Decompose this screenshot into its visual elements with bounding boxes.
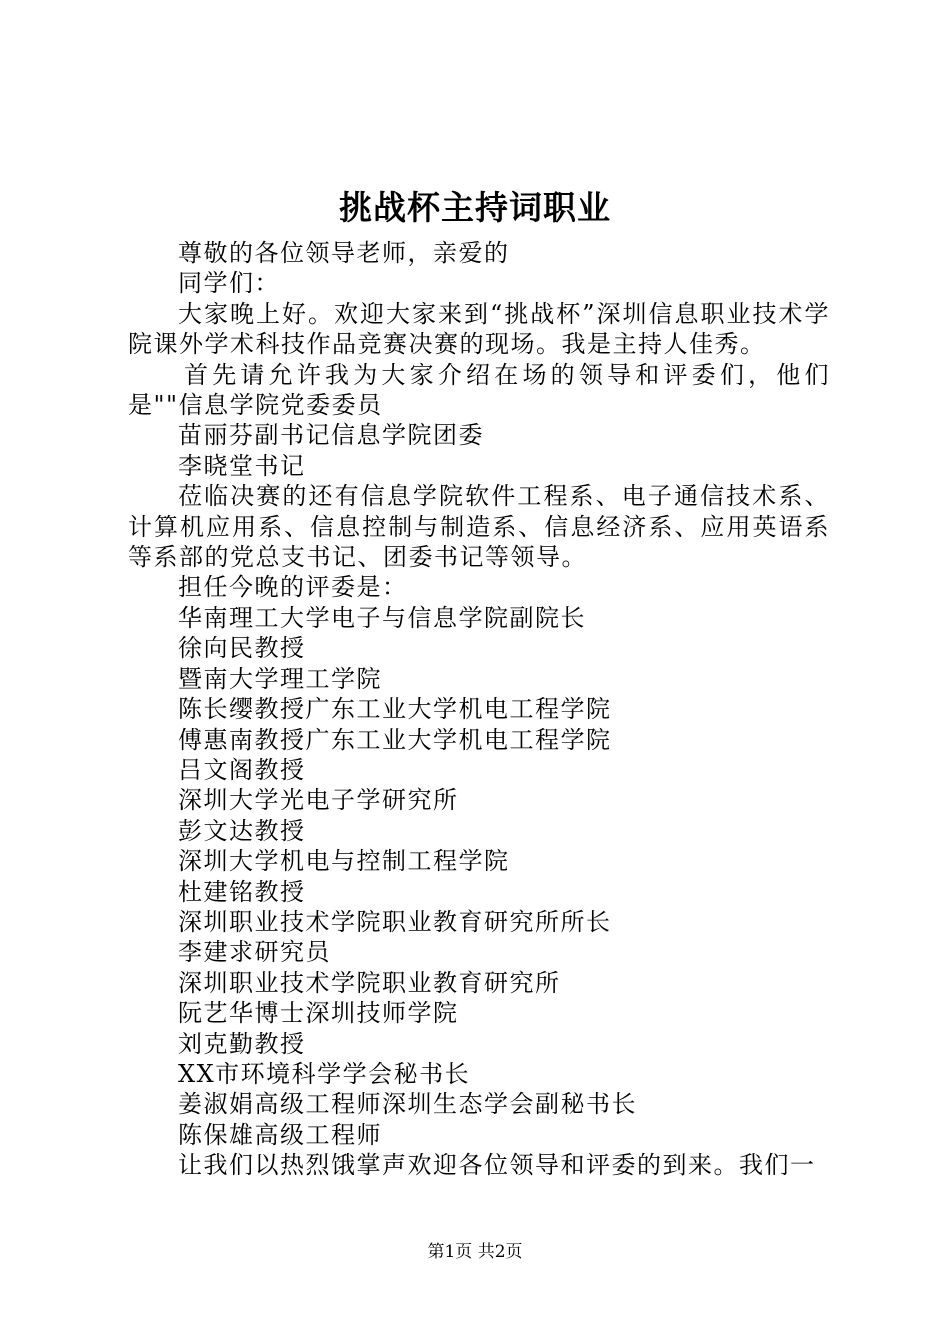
paragraph: 深圳大学光电子学研究所	[178, 786, 459, 815]
paragraph: 吕文阁教授	[178, 755, 306, 784]
paragraph: 莅临决赛的还有信息学院软件工程系、电子通信技术系、计算机应用系、信息控制与制造系、信息经济系、应用英语系等系部的党总支书记、团委书记等领导。	[128, 482, 830, 572]
paragraph: 傅惠南教授广东工业大学机电工程学院	[178, 725, 612, 754]
paragraph: 同学们：	[178, 269, 280, 298]
document-title: 挑战杯主持词职业	[339, 188, 611, 227]
paragraph: 陈保雄高级工程师	[178, 1120, 382, 1149]
paragraph: 尊敬的各位领导老师，亲爱的	[178, 239, 510, 267]
paragraph: 杜建铭教授	[178, 877, 306, 906]
paragraph: 李晓堂书记	[178, 451, 306, 480]
page-footer: 第1页 共2页	[427, 1242, 523, 1262]
paragraph: 华南理工大学电子与信息学院副院长	[178, 603, 586, 632]
paragraph: 深圳职业技术学院职业教育研究所所长	[178, 907, 612, 936]
paragraph: 暨南大学理工学院	[178, 664, 382, 693]
paragraph: 深圳职业技术学院职业教育研究所	[178, 968, 561, 997]
paragraph: 姜淑娟高级工程师深圳生态学会副秘书长	[178, 1090, 637, 1119]
paragraph: 阮艺华博士深圳技师学院	[178, 999, 459, 1028]
paragraph: 刘克勤教授	[178, 1029, 306, 1058]
paragraph: 苗丽芬副书记信息学院团委	[178, 421, 484, 450]
document-body	[128, 238, 830, 1181]
paragraph: 担任今晚的评委是：	[178, 573, 408, 602]
paragraph: XX市环境科学学会秘书长	[178, 1059, 471, 1088]
paragraph: 彭文达教授	[178, 816, 306, 845]
paragraph: 深圳大学机电与控制工程学院	[178, 847, 510, 876]
paragraph: 首先请允许我为大家介绍在场的领导和评委们，他们是""信息学院党委委员	[128, 360, 830, 420]
paragraph: 让我们以热烈饿掌声欢迎各位领导和评委的到来。我们一	[178, 1151, 816, 1180]
paragraph: 徐向民教授	[178, 634, 306, 663]
paragraph: 陈长缨教授广东工业大学机电工程学院	[178, 695, 612, 724]
paragraph: 李建求研究员	[178, 938, 331, 967]
paragraph: 大家晚上好。欢迎大家来到“挑战杯”深圳信息职业技术学院课外学术科技作品竞赛决赛的现场。我是主持人佳秀。	[128, 299, 830, 359]
